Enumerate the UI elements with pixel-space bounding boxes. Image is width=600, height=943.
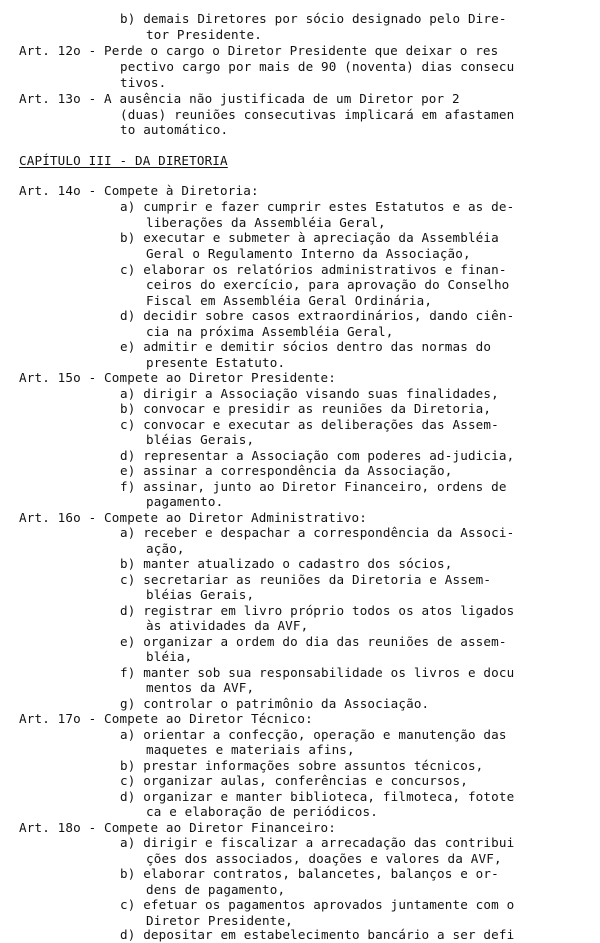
text-line: pagamento. bbox=[146, 494, 224, 509]
text-line: d) organizar e manter biblioteca, filmoteca, fotote bbox=[120, 789, 515, 804]
text-line: a) cumprir e fazer cumprir estes Estatutos e as de- bbox=[120, 199, 515, 214]
text-line: a) dirigir a Associação visando suas finalidades, bbox=[120, 386, 499, 401]
text-line: b) executar e submeter à apreciação da Assembléia bbox=[120, 230, 499, 245]
text-line: às atividades da AVF, bbox=[146, 618, 309, 633]
text-line: c) elaborar os relatórios administrativos e finan- bbox=[120, 262, 507, 277]
text-line: liberações da Assembléia Geral, bbox=[146, 215, 386, 230]
text-line: Art. 12o - Perde o cargo o Diretor Presidente que deixar o res bbox=[19, 43, 499, 58]
text-line: a) orientar a confecção, operação e manutenção das bbox=[120, 727, 507, 742]
text-line: Art. 14o - Compete à Diretoria: bbox=[19, 183, 259, 198]
chapter-heading: CAPÍTULO III - DA DIRETORIA bbox=[19, 153, 228, 168]
text-line: Art. 15o - Compete ao Diretor Presidente: bbox=[19, 370, 337, 385]
text-line: c) secretariar as reuniões da Diretoria e Assem- bbox=[120, 572, 492, 587]
text-line: ca e elaboração de periódicos. bbox=[146, 804, 378, 819]
text-line: b) prestar informações sobre assuntos técnicos, bbox=[120, 758, 484, 773]
text-line: to automático. bbox=[120, 122, 229, 137]
text-line: Art. 17o - Compete ao Diretor Técnico: bbox=[19, 711, 313, 726]
text-line: Diretor Presidente, bbox=[146, 913, 293, 928]
text-line: a) receber e despachar a correspondência da Associ- bbox=[120, 525, 515, 540]
text-line: ceiros do exercício, para aprovação do Conselho bbox=[146, 277, 510, 292]
text-line: Fiscal em Assembléia Geral Ordinária, bbox=[146, 293, 433, 308]
text-line: Art. 13o - A ausência não justificada de um Diretor por 2 bbox=[19, 91, 460, 106]
text-line: ação, bbox=[146, 541, 185, 556]
text-line: pectivo cargo por mais de 90 (noventa) dias consecu bbox=[120, 59, 515, 74]
text-line: Geral o Regulamento Interno da Associação, bbox=[146, 246, 471, 261]
text-line: b) demais Diretores por sócio designado pelo Dire- bbox=[120, 11, 507, 26]
text-line: maquetes e materiais afins, bbox=[146, 742, 355, 757]
text-line: f) assinar, junto ao Diretor Financeiro, ordens de bbox=[120, 479, 507, 494]
text-line: d) depositar em estabelecimento bancário a ser defi bbox=[120, 927, 515, 942]
text-line: d) decidir sobre casos extraordinários, dando ciên- bbox=[120, 308, 515, 323]
text-line: ções dos associados, doações e valores da AVF, bbox=[146, 851, 502, 866]
text-line: (duas) reuniões consecutivas implicará em afastamen bbox=[120, 107, 515, 122]
text-line: bléias Gerais, bbox=[146, 587, 255, 602]
text-line: a) dirigir e fiscalizar a arrecadação das contribui bbox=[120, 835, 515, 850]
text-line: d) representar a Associação com poderes ad-judicia, bbox=[120, 448, 515, 463]
text-line: c) convocar e executar as deliberações das Assem- bbox=[120, 417, 499, 432]
text-line: c) organizar aulas, conferências e concursos, bbox=[120, 773, 468, 788]
text-line: b) elaborar contratos, balancetes, balanços e or- bbox=[120, 866, 499, 881]
text-line: e) admitir e demitir sócios dentro das normas do bbox=[120, 339, 492, 354]
text-line: bléia, bbox=[146, 649, 193, 664]
text-line: b) convocar e presidir as reuniões da Diretoria, bbox=[120, 401, 492, 416]
text-line: g) controlar o patrimônio da Associação. bbox=[120, 696, 430, 711]
text-line: f) manter sob sua responsabilidade os livros e docu bbox=[120, 665, 515, 680]
text-line: c) efetuar os pagamentos aprovados juntamente com o bbox=[120, 897, 515, 912]
text-line: Art. 18o - Compete ao Diretor Financeiro: bbox=[19, 820, 337, 835]
text-line: tor Presidente. bbox=[146, 27, 262, 42]
text-line: d) registrar em livro próprio todos os atos ligados bbox=[120, 603, 515, 618]
text-line: e) assinar a correspondência da Associação, bbox=[120, 463, 453, 478]
text-line: e) organizar a ordem do dia das reuniões de assem- bbox=[120, 634, 507, 649]
text-line: bléias Gerais, bbox=[146, 432, 255, 447]
text-line: dens de pagamento, bbox=[146, 882, 286, 897]
text-line: b) manter atualizado o cadastro dos sócios, bbox=[120, 556, 453, 571]
text-line: cia na próxima Assembléia Geral, bbox=[146, 324, 394, 339]
text-line: mentos da AVF, bbox=[146, 680, 255, 695]
text-line: tivos. bbox=[120, 75, 167, 90]
text-line: presente Estatuto. bbox=[146, 355, 286, 370]
text-line: Art. 16o - Compete ao Diretor Administrativo: bbox=[19, 510, 367, 525]
